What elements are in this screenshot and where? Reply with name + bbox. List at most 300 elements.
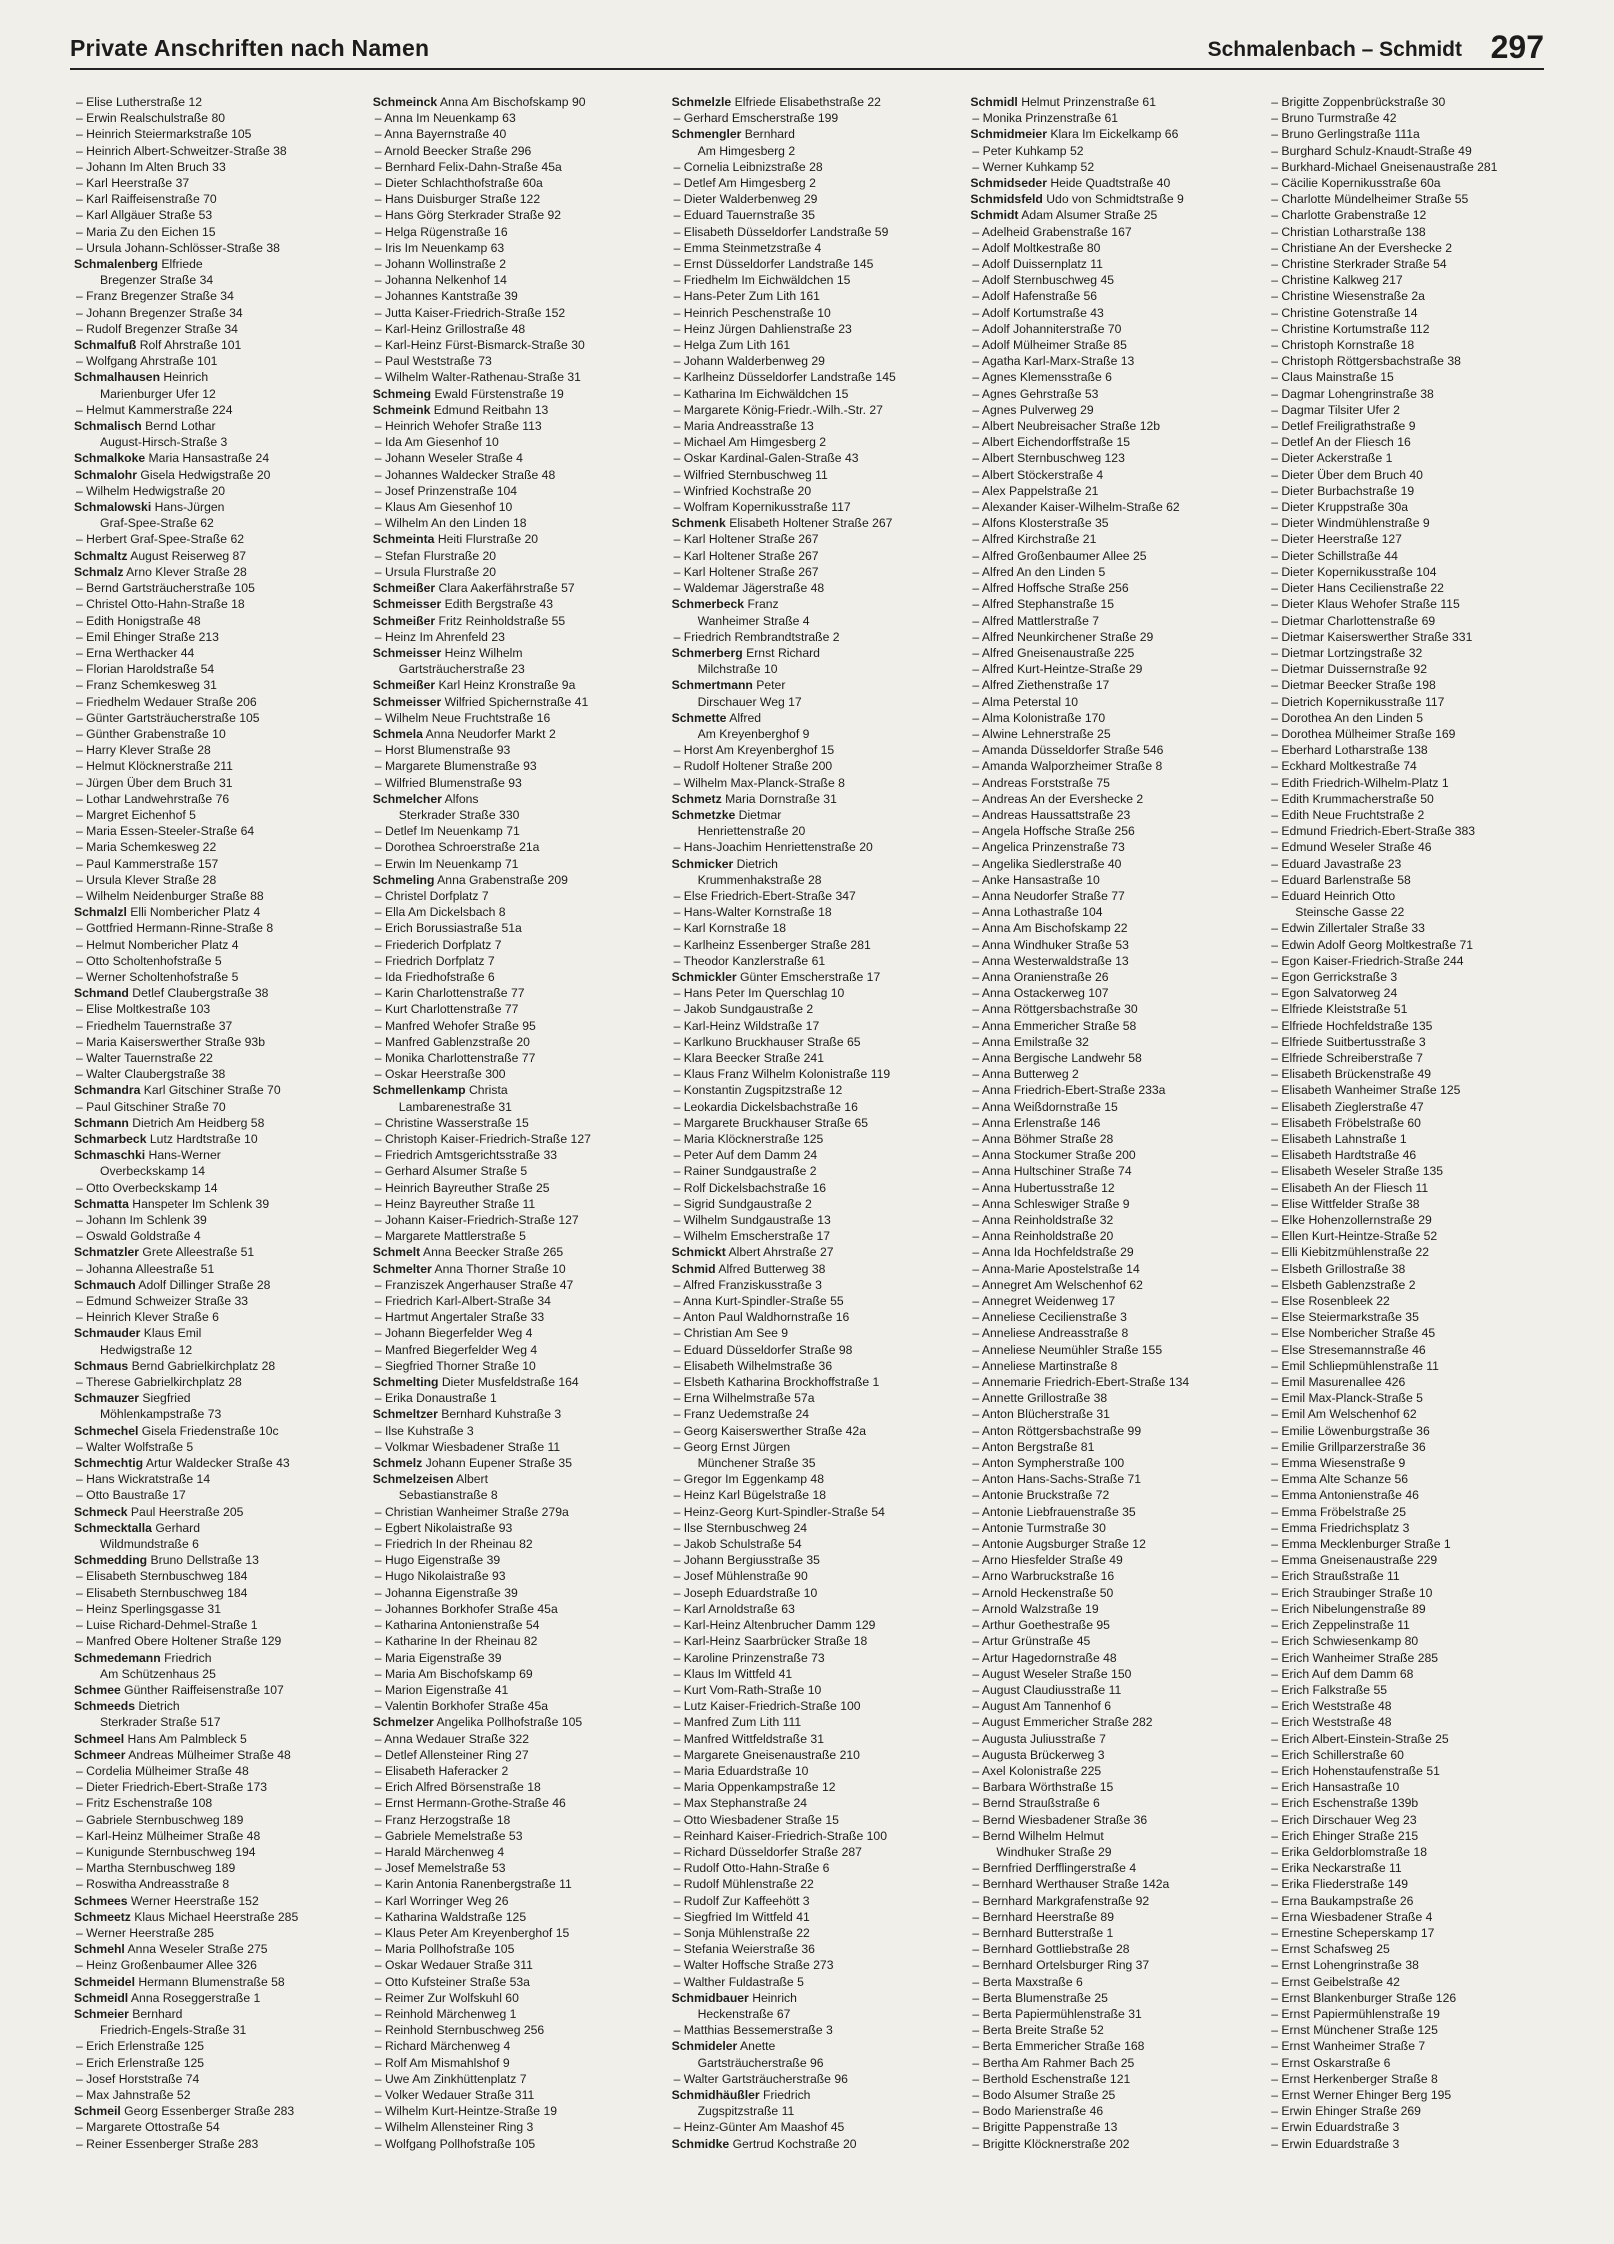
dash-marker: –: [673, 1504, 684, 1519]
entry-detail: Anna Schleswiger Straße 9: [981, 1196, 1130, 1211]
dash-marker: –: [374, 1925, 385, 1940]
dash-marker: –: [673, 1407, 684, 1422]
dash-marker: –: [1271, 1553, 1282, 1568]
dash-marker: –: [972, 2055, 983, 2070]
entry-detail: Ernst Geibelstraße 42: [1281, 1974, 1400, 1989]
entry-detail: Heinrich Steiermarkstraße 105: [86, 127, 252, 142]
entry-detail: Ernst Oskarstraße 6: [1281, 2055, 1391, 2070]
entry-detail: Alex Pappelstraße 21: [981, 483, 1099, 498]
entry-detail: Dieter Kopernikusstraße 104: [1281, 564, 1437, 579]
list-item: [373, 1633, 658, 1649]
dash-marker: –: [76, 1229, 87, 1244]
entry-detail: Hans-Peter Zum Lith 161: [683, 289, 820, 304]
dash-marker: –: [76, 1067, 87, 1082]
entry-detail: Johann Kaiser-Friedrich-Straße 127: [384, 1213, 579, 1228]
dash-marker: –: [374, 176, 385, 191]
entry-detail: Elsbeth Katharina Brockhoffstraße 1: [683, 1375, 880, 1390]
entry-detail: Christoph Röttgersbachstraße 38: [1281, 354, 1461, 369]
dash-marker: –: [673, 1520, 684, 1535]
entry-detail: August Reiserweg 87: [130, 548, 247, 563]
entry-detail: Peter Kuhkamp 52: [982, 143, 1084, 158]
list-item: [672, 1714, 957, 1730]
entry-detail: Dieter Über dem Bruch 40: [1281, 467, 1423, 482]
list-item: [970, 1277, 1255, 1293]
dash-marker: –: [1271, 1585, 1282, 1600]
list-item: [672, 305, 957, 321]
surname-entry: [74, 1909, 359, 1925]
entry-detail: Albert: [456, 1472, 488, 1487]
dash-marker: –: [972, 710, 982, 725]
list-item: [74, 1925, 359, 1941]
entry-detail: Rudolf Bregenzer Straße 34: [86, 321, 238, 336]
dash-marker: –: [673, 1132, 684, 1146]
entry-detail: Emil Am Welschenhof 62: [1281, 1407, 1417, 1422]
list-item: [970, 856, 1255, 872]
entry-detail: Anna Kurt-Spindler-Straße 55: [683, 1294, 844, 1309]
list-item: [74, 126, 359, 142]
dash-marker: –: [972, 807, 982, 822]
entry-detail: Erich Straußstraße 11: [1281, 1569, 1400, 1584]
dash-marker: –: [374, 548, 385, 563]
address-continuation: Henriettenstraße 20: [697, 824, 806, 839]
list-item: [74, 1293, 359, 1309]
dash-marker: –: [673, 1942, 684, 1957]
dash-marker: –: [972, 1747, 982, 1762]
dash-marker: –: [673, 1050, 684, 1065]
address-continuation: August-Hirsch-Straße 3: [100, 435, 228, 450]
list-item: [1269, 467, 1554, 483]
entry-detail: Berta Breite Straße 52: [982, 2023, 1104, 2038]
list-item: [373, 564, 658, 580]
entry-detail: Heinz Jürgen Dahlienstraße 23: [683, 321, 852, 336]
dash-marker: –: [972, 1634, 982, 1649]
surname-entry: [672, 677, 957, 693]
entry-detail: Ida Friedhofstraße 6: [384, 969, 495, 984]
dash-marker: –: [673, 1294, 684, 1309]
dash-marker: –: [972, 872, 982, 887]
section-title: Private Anschriften nach Namen: [70, 35, 430, 61]
surname-entry: [74, 1731, 359, 1747]
entry-detail: Karoline Prinzenstraße 73: [683, 1650, 825, 1665]
entry-detail: Heinrich Klever Straße 6: [86, 1310, 219, 1325]
list-item: [373, 1893, 658, 1909]
list-item: [672, 1909, 957, 1925]
dash-marker: –: [374, 240, 385, 255]
dash-marker: –: [972, 1067, 982, 1082]
list-item: [970, 953, 1255, 969]
list-item: [672, 888, 957, 904]
dash-marker: –: [673, 1439, 684, 1454]
entry-detail: Elisabeth Zieglerstraße 47: [1281, 1099, 1424, 1114]
dash-marker: –: [673, 176, 684, 191]
dash-marker: –: [673, 953, 684, 968]
entry-detail: Elisabeth Düsseldorfer Landstraße 59: [683, 224, 889, 239]
list-item: [672, 2071, 957, 2087]
entry-detail: Else Nombericher Straße 45: [1281, 1326, 1436, 1341]
dash-marker: –: [972, 1763, 982, 1778]
dash-marker: –: [972, 1310, 982, 1325]
entry-detail: Emil Max-Planck-Straße 5: [1281, 1391, 1423, 1406]
entry-detail: Adolf Duissernplatz 11: [981, 257, 1103, 272]
surname-entry: [74, 1423, 359, 1439]
entry-detail: Ewald Fürstenstraße 19: [434, 386, 564, 401]
entry-detail: Hans Am Palmbleck 5: [127, 1731, 247, 1746]
dash-marker: –: [972, 1731, 982, 1746]
list-item: [1269, 1099, 1554, 1115]
list-item: [373, 369, 658, 385]
surname-entry: [373, 694, 658, 710]
dash-marker: –: [972, 111, 983, 126]
list-item: [74, 1180, 359, 1196]
list-item: [1269, 1277, 1554, 1293]
list-item: [373, 1018, 658, 1034]
list-item: [1269, 1115, 1554, 1131]
entry-detail: Johann Walderbenweg 29: [683, 354, 825, 369]
list-item: [373, 2136, 658, 2152]
list-item: [1269, 240, 1554, 256]
entry-detail: Heinz Bayreuther Straße 11: [384, 1196, 536, 1211]
surname: Schmauzer: [74, 1391, 140, 1406]
dash-marker: –: [972, 1974, 983, 1989]
dash-marker: –: [1271, 224, 1282, 239]
list-item: [970, 1163, 1255, 1179]
address-continuation: Friedrich-Engels-Straße 31: [100, 2023, 247, 2038]
dash-marker: –: [1271, 2120, 1282, 2135]
entry-detail: Dietmar: [738, 807, 782, 822]
entry-detail: Maria Zu den Eichen 15: [86, 224, 216, 239]
surname: Schmeink: [372, 402, 431, 417]
dash-marker: –: [1271, 1634, 1282, 1649]
dash-marker: –: [1271, 856, 1282, 871]
dash-marker: –: [374, 1520, 385, 1535]
list-item: [373, 2103, 658, 2119]
entry-detail: Max Jahnstraße 52: [86, 2087, 191, 2102]
list-item: [74, 1066, 359, 1082]
list-item: [672, 1747, 957, 1763]
list-item: [672, 256, 957, 272]
dash-marker: –: [76, 1472, 87, 1487]
list-item: [74, 969, 359, 985]
list-item: [74, 1001, 359, 1017]
entry-detail: Anneliese Andreasstraße 8: [981, 1326, 1129, 1341]
list-item: [1269, 1763, 1554, 1779]
dash-marker: –: [972, 532, 982, 547]
dash-marker: –: [673, 532, 684, 547]
dash-marker: –: [76, 1569, 87, 1584]
entry-detail: Amanda Walporzheimer Straße 8: [981, 759, 1163, 774]
address-continuation: Steinsche Gasse 22: [1295, 905, 1405, 920]
entry-detail: Angelika Siedlerstraße 40: [981, 856, 1122, 871]
entry-detail: Anna Windhuker Straße 53: [981, 937, 1129, 952]
entry-detail: Elsbeth Grillostraße 38: [1281, 1261, 1406, 1276]
entry-detail: Hans Wickratstraße 14: [86, 1472, 211, 1487]
list-item: [970, 1423, 1255, 1439]
entry-detail: Siegfried: [142, 1391, 191, 1406]
dash-marker: –: [972, 1456, 982, 1471]
dash-marker: –: [76, 2120, 87, 2135]
list-item: [373, 224, 658, 240]
surname: Schmengler: [671, 127, 742, 142]
dash-marker: –: [1271, 1812, 1282, 1827]
list-item: [672, 1552, 957, 1568]
dash-marker: –: [972, 613, 982, 628]
entry-detail: Antonie Bruckstraße 72: [981, 1488, 1110, 1503]
list-item: [970, 483, 1255, 499]
entry-detail: Annette Grillostraße 38: [981, 1391, 1108, 1406]
list-item: [1269, 1714, 1554, 1730]
entry-detail: Kunigunde Sternbuschweg 194: [86, 1844, 256, 1859]
entry-detail: Anton Blücherstraße 31: [981, 1407, 1110, 1422]
list-item: [970, 1034, 1255, 1050]
dash-marker: –: [374, 1747, 385, 1762]
entry-detail: Valentin Borkhofer Straße 45a: [384, 1699, 549, 1714]
dash-marker: –: [972, 370, 982, 385]
surname: Schmeier: [74, 2006, 129, 2021]
list-item: [970, 1585, 1255, 1601]
list-item: [1269, 1909, 1554, 1925]
list-item: [373, 1585, 658, 1601]
dash-marker: –: [1271, 726, 1282, 741]
list-item: [1269, 710, 1554, 726]
list-item: [74, 1957, 359, 1973]
surname: Schmenk: [671, 516, 726, 531]
dash-marker: –: [1271, 678, 1282, 693]
entry-detail: Antonie Liebfrauenstraße 35: [981, 1504, 1136, 1519]
dash-marker: –: [673, 1909, 684, 1924]
dash-marker: –: [76, 1099, 87, 1114]
list-item: [672, 1520, 957, 1536]
entry-detail: Franz: [747, 597, 779, 612]
entry-detail: Johann Biegerfelder Weg 4: [384, 1326, 533, 1341]
list-item: [373, 1682, 658, 1698]
entry-detail: Dietmar Beecker Straße 198: [1281, 678, 1436, 693]
dash-marker: –: [673, 1391, 684, 1406]
entry-detail: Günter Emscherstraße 17: [740, 969, 881, 984]
dash-marker: –: [76, 840, 87, 855]
entry-detail: Anna Stockumer Straße 200: [981, 1148, 1136, 1163]
entry-detail: Ellen Kurt-Heintze-Straße 52: [1281, 1229, 1438, 1244]
entry-detail: Anton Paul Waldhornstraße 16: [683, 1310, 850, 1325]
list-item: [672, 1941, 957, 1957]
entry-detail: Sonja Mühlenstraße 22: [683, 1925, 810, 1940]
entry-detail: Heinz Großenbaumer Allee 326: [86, 1958, 257, 1973]
list-item: [1269, 305, 1554, 321]
dash-marker: –: [76, 1002, 87, 1017]
entry-detail: Christel Dorfplatz 7: [384, 888, 489, 903]
list-item: [373, 305, 658, 321]
dash-marker: –: [374, 338, 385, 353]
list-item: [970, 596, 1255, 612]
column-5: [1269, 94, 1554, 2224]
entry-detail: Adolf Sternbuschweg 45: [981, 273, 1115, 288]
entry-detail: Johann Weseler Straße 4: [384, 451, 523, 466]
entry-detail: Alexander Kaiser-Wilhelm-Straße 62: [981, 500, 1180, 515]
dash-marker: –: [374, 1504, 385, 1519]
address-continuation: Am Himgesberg 2: [697, 143, 796, 158]
list-item: [970, 1471, 1255, 1487]
surname: Schmelt: [372, 1245, 421, 1260]
list-item: [970, 1520, 1255, 1536]
list-item: [970, 467, 1255, 483]
dash-marker: –: [374, 2055, 385, 2070]
surname: Schmechel: [74, 1423, 139, 1438]
entry-detail: Elisabeth Holtener Straße 267: [729, 516, 893, 531]
list-item: [74, 1585, 359, 1601]
dash-marker: –: [972, 143, 983, 158]
dash-marker: –: [374, 1115, 385, 1130]
list-item: [1269, 386, 1554, 402]
dash-marker: –: [972, 888, 982, 903]
list-item: [970, 1925, 1255, 1941]
entry-detail: Brigitte Pappenstraße 13: [982, 2120, 1118, 2135]
dash-marker: –: [76, 888, 87, 903]
entry-detail: Kurt Vom-Rath-Straße 10: [683, 1682, 822, 1697]
entry-detail: Erich Falkstraße 55: [1281, 1682, 1388, 1697]
list-item: [672, 434, 957, 450]
surname-entry: [373, 1471, 658, 1487]
entry-detail: Dietmar Kaiserswerther Straße 331: [1281, 629, 1473, 644]
entry-detail: Ursula Johann-Schlösser-Straße 38: [86, 240, 280, 255]
dash-marker: –: [76, 662, 87, 677]
list-item: [672, 288, 957, 304]
address-continuation: Graf-Spee-Straße 62: [100, 516, 214, 531]
dash-marker: –: [374, 1196, 385, 1211]
list-item: [1269, 2055, 1554, 2071]
list-item: [970, 1682, 1255, 1698]
entry-detail: Johann Im Alten Bruch 33: [86, 159, 226, 174]
entry-detail: Hans-Werner: [148, 1148, 221, 1163]
entry-detail: Paul Kammerstraße 157: [86, 856, 219, 871]
dash-marker: –: [374, 1666, 385, 1681]
entry-detail: Emilie Löwenburgstraße 36: [1281, 1423, 1430, 1438]
dash-marker: –: [673, 581, 684, 596]
entry-detail: Alwine Lehnerstraße 25: [981, 726, 1111, 741]
entry-detail: Werner Scholtenhofstraße 5: [86, 969, 239, 984]
dash-marker: –: [76, 1812, 87, 1827]
dash-marker: –: [374, 1439, 385, 1454]
dash-marker: –: [374, 775, 385, 790]
surname-entry: [74, 337, 359, 353]
surname: Schmalisch: [74, 419, 142, 434]
list-item: [74, 645, 359, 661]
list-item: [1269, 1342, 1554, 1358]
entry-detail: Reinhold Märchenweg 1: [384, 2006, 517, 2021]
address-continuation: Sterkrader Straße 330: [398, 807, 520, 822]
list-item: [373, 191, 658, 207]
dash-marker: –: [374, 1796, 385, 1811]
directory-columns: [74, 94, 1554, 2224]
surname-entry: [373, 645, 658, 661]
list-item: [1269, 159, 1554, 175]
surname: Schmeil: [74, 2104, 121, 2119]
entry-detail: Klara Beecker Straße 241: [683, 1050, 824, 1065]
entry-detail: Christel Otto-Hahn-Straße 18: [86, 597, 245, 612]
list-item: [1269, 823, 1554, 839]
dash-marker: –: [374, 1699, 385, 1714]
list-item: [1269, 483, 1554, 499]
surname: Schmid: [671, 1261, 716, 1276]
entry-detail: Alfred Butterweg 38: [718, 1261, 826, 1276]
list-item: [373, 450, 658, 466]
dash-marker: –: [673, 419, 684, 434]
entry-detail: Heiti Flurstraße 20: [437, 532, 539, 547]
entry-detail: Ernst Richard: [746, 645, 820, 660]
list-item: [1269, 775, 1554, 791]
entry-detail: Elfriede Elisabethstraße 22: [734, 95, 881, 109]
entry-detail: Edmund Weseler Straße 46: [1281, 840, 1432, 855]
entry-detail: Erich Hansastraße 10: [1281, 1780, 1400, 1795]
entry-detail: Edwin Adolf Georg Moltkestraße 71: [1281, 937, 1474, 952]
dash-marker: –: [1271, 1715, 1282, 1730]
entry-detail: Franz Bregenzer Straße 34: [86, 289, 234, 304]
dash-marker: –: [972, 1326, 982, 1341]
column-4: [970, 94, 1255, 2224]
dash-marker: –: [673, 986, 684, 1001]
entry-detail: Anton Röttgersbachstraße 99: [981, 1423, 1142, 1438]
list-item: [1269, 1325, 1554, 1341]
list-item: [672, 207, 957, 223]
list-item: [373, 337, 658, 353]
dash-marker: –: [673, 2120, 684, 2135]
entry-detail: Eduard Düsseldorfer Straße 98: [683, 1342, 853, 1357]
entry-detail: Karl Holtener Straße 267: [683, 532, 819, 547]
list-item: [373, 1568, 658, 1584]
dash-marker: –: [1271, 2039, 1282, 2054]
dash-marker: –: [374, 305, 385, 320]
dash-marker: –: [1271, 192, 1282, 207]
surname-entry: [373, 872, 658, 888]
entry-detail: Franziszek Angerhauser Straße 47: [384, 1277, 574, 1292]
entry-detail: Dietrich: [138, 1699, 180, 1714]
entry-detail: Manfred Wehofer Straße 95: [384, 1018, 536, 1033]
entry-detail: Edmund Reitbahn 13: [433, 402, 549, 417]
surname: Schmicker: [671, 856, 734, 871]
list-item: [672, 1471, 957, 1487]
list-item: [970, 434, 1255, 450]
dash-marker: –: [1271, 1699, 1282, 1714]
dash-marker: –: [673, 888, 684, 903]
entry-detail: Edmund Friedrich-Ebert-Straße 383: [1281, 824, 1476, 839]
dash-marker: –: [76, 678, 87, 693]
dash-marker: –: [374, 1942, 385, 1957]
dash-marker: –: [1271, 1877, 1282, 1892]
entry-detail: Emma Gneisenaustraße 229: [1281, 1553, 1438, 1568]
dash-marker: –: [374, 937, 385, 952]
surname-entry: [672, 126, 957, 142]
surname: Schmerbeck: [671, 597, 745, 612]
entry-detail: Stefania Weierstraße 36: [683, 1942, 815, 1957]
surname-entry: [74, 1941, 359, 1957]
entry-detail: Erich Ehinger Straße 215: [1281, 1828, 1419, 1843]
list-item: [970, 613, 1255, 629]
dash-marker: –: [1271, 1488, 1282, 1503]
list-item: [970, 1731, 1255, 1747]
entry-detail: Anna Neudorfer Markt 2: [425, 726, 556, 741]
entry-detail: Maria Dornstraße 31: [725, 791, 837, 806]
list-item: [1269, 1196, 1554, 1212]
dash-marker: –: [972, 1488, 982, 1503]
entry-detail: Georg Essenberger Straße 283: [124, 2104, 295, 2119]
dash-marker: –: [1271, 1780, 1282, 1795]
dash-marker: –: [972, 1164, 982, 1179]
entry-detail: August Am Tannenhof 6: [981, 1699, 1112, 1714]
entry-detail: Andreas Mülheimer Straße 48: [128, 1747, 291, 1762]
list-item: [373, 1925, 658, 1941]
surname: Schmeltzer: [372, 1407, 438, 1422]
list-item: [672, 1957, 957, 1973]
list-item: [970, 1342, 1255, 1358]
dash-marker: –: [972, 1601, 982, 1616]
